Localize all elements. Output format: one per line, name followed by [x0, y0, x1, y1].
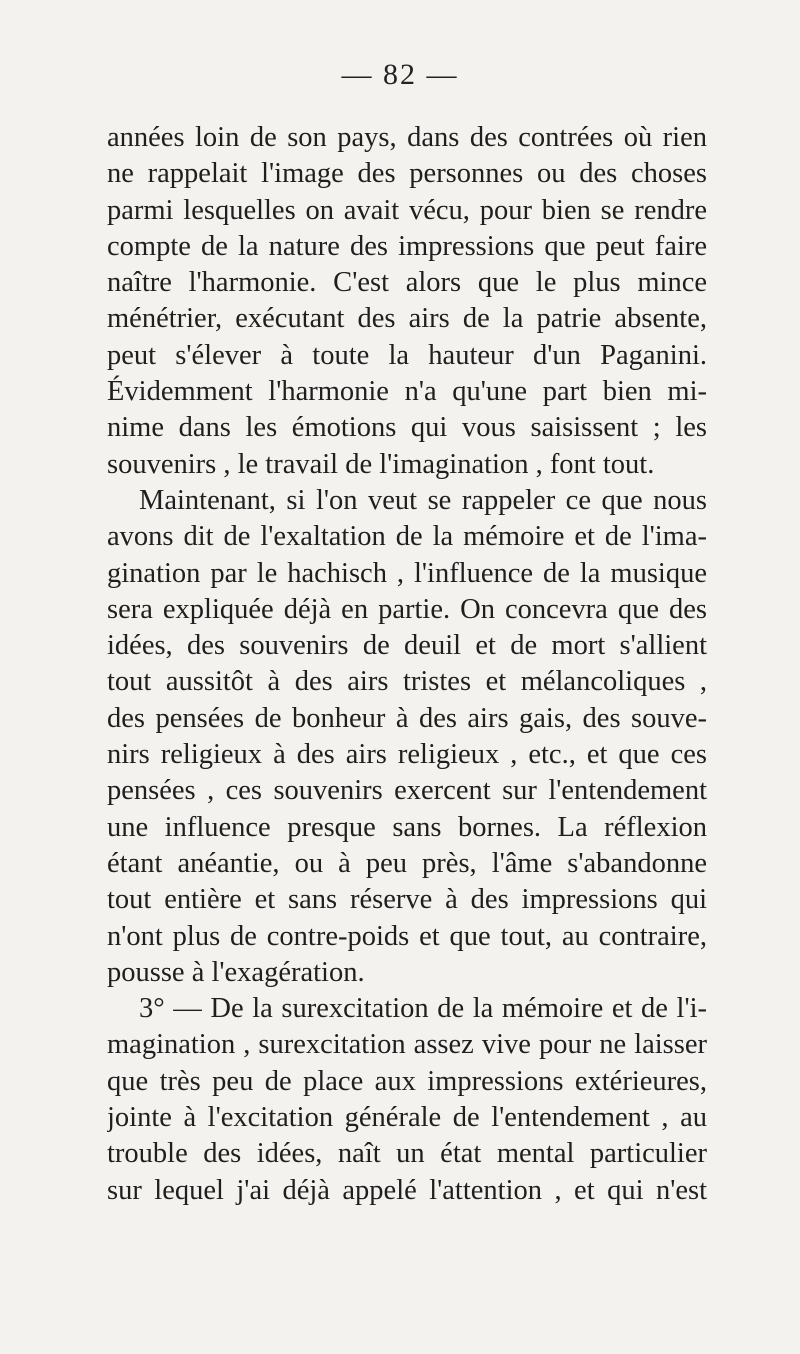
text-line: avons dit de l'exaltation de la mémoire et de l'ima- — [107, 521, 707, 553]
text-line: idées, des souvenirs de deuil et de mort s'allient — [107, 630, 707, 662]
text-line: ne rappelait l'image des personnes ou des choses — [107, 158, 707, 190]
text-line: tout entière et sans réserve à des impressions qui — [107, 884, 707, 916]
text-line: nirs religieux à des airs religieux , etc., et que ces — [107, 739, 707, 771]
text-line: parmi lesquelles on avait vécu, pour bien se rendre — [107, 194, 707, 226]
page-number: — 82 — — [341, 58, 459, 91]
text-line: Maintenant, si l'on veut se rappeler ce que nous — [139, 484, 707, 516]
text-line: souvenirs , le travail de l'imagination , font tout. — [107, 448, 655, 480]
text-line: une influence presque sans bornes. La réflexion — [107, 811, 707, 843]
text-line: jointe à l'excitation générale de l'entendement , au — [107, 1102, 707, 1134]
text-line: naître l'harmonie. C'est alors que le plus mince — [107, 267, 707, 299]
text-line: pousse à l'exagération. — [107, 956, 365, 988]
text-line: sera expliquée déjà en partie. On concevra que des — [107, 593, 707, 625]
text-line: nime dans les émotions qui vous saisissent ; les — [107, 412, 707, 444]
text-line: peut s'élever à toute la hauteur d'un Paganini. — [107, 339, 707, 371]
text-line: sur lequel j'ai déjà appelé l'attention , et qui n'est — [107, 1174, 707, 1206]
text-line: trouble des idées, naît un état mental particulier — [107, 1138, 707, 1170]
text-line: magination , surexcitation assez vive pour ne laisser — [107, 1029, 707, 1061]
text-line: des pensées de bonheur à des airs gais, des souve- — [107, 702, 707, 734]
text-line: gination par le hachisch , l'influence de la musique — [107, 557, 707, 589]
text-line: ménétrier, exécutant des airs de la patrie absente, — [107, 303, 707, 335]
text-line: n'ont plus de contre-poids et que tout, au contraire, — [107, 920, 707, 952]
text-line: Évidemment l'harmonie n'a qu'une part bien mi- — [107, 376, 707, 408]
text-line: que très peu de place aux impressions extérieures, — [107, 1065, 707, 1097]
text-line: pensées , ces souvenirs exercent sur l'entendement — [107, 775, 707, 807]
text-line: 3° — De la surexcitation de la mémoire et de l'i- — [139, 993, 707, 1025]
text-line: années loin de son pays, dans des contrées où rien — [107, 122, 707, 153]
body-text — [107, 120, 707, 1209]
text-line: compte de la nature des impressions que peut faire — [107, 230, 707, 262]
text-line: étant anéantie, ou à peu près, l'âme s'abandonne — [107, 847, 707, 879]
text-line: tout aussitôt à des airs tristes et mélancoliques , — [107, 666, 707, 698]
